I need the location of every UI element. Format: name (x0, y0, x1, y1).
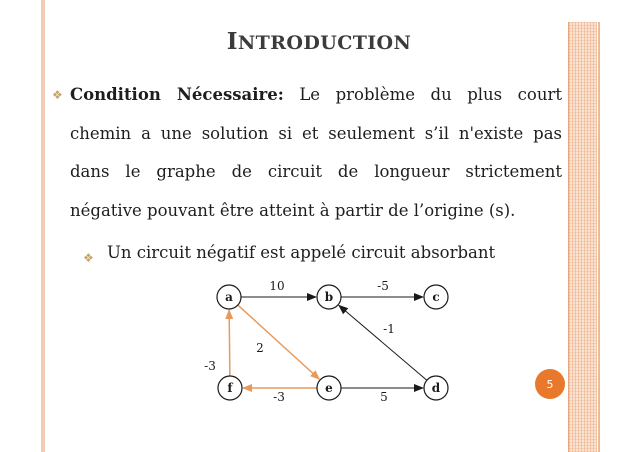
edge-weight-f-a: -3 (204, 359, 216, 373)
edge-a-e (238, 305, 320, 379)
edge-f-a (229, 310, 230, 376)
node-label-c: c (432, 290, 440, 304)
node-label-f: f (227, 381, 233, 395)
slide-title: INTRODUCTION (226, 28, 412, 55)
condition-text: Le problème du plus court chemin a une solution si et seulement s’il n'existe pas dans le graphe de circuit de longueur strictement négative pouvant être atteint à partir de l’origine (s). (70, 85, 562, 220)
page-number-badge (535, 369, 565, 399)
node-label-b: b (324, 290, 334, 304)
edge-weight-d-b: -1 (383, 322, 395, 336)
edge-weight-e-d: 5 (380, 390, 388, 404)
page-number: 5 (546, 377, 554, 391)
sub-bullet-text: Un circuit négatif est appelé circuit absorbant (107, 243, 496, 262)
node-label-d: d (431, 381, 441, 395)
diamond-sub-bullet-icon: ❖ (83, 251, 94, 265)
node-c (424, 285, 448, 309)
condition-term: Condition Nécessaire: (70, 85, 284, 104)
node-label-e: e (325, 381, 333, 395)
node-f (218, 376, 242, 400)
node-d (424, 376, 448, 400)
edge-d-b (339, 305, 427, 380)
edge-weight-b-c: -5 (377, 279, 389, 293)
edge-weight-a-b: 10 (269, 279, 285, 293)
diamond-bullet-icon: ❖ (52, 88, 63, 102)
node-e (317, 376, 341, 400)
edge-weight-e-f: -3 (273, 390, 285, 404)
node-label-a: a (225, 290, 233, 304)
edge-weight-a-e: 2 (256, 341, 264, 355)
node-a (217, 285, 241, 309)
node-b (317, 285, 341, 309)
